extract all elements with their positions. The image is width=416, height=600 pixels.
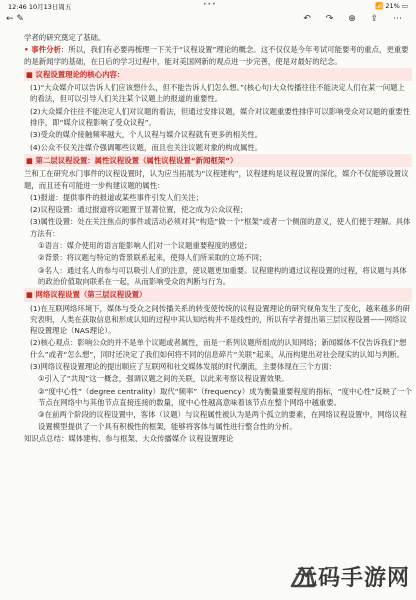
section-heading-text: ■ 网络议程设置（第三层议程设置） xyxy=(26,290,147,300)
list-item: (3)网络议程设置理论的提出顺应了互联网和社交媒体发展的时代潮流，主要体现在三个方面： xyxy=(30,362,337,372)
toolbar xyxy=(0,12,416,28)
status-bar xyxy=(0,0,416,12)
section-heading-text: ■ 第二层议程设置：属性议程设置（属性议程设置“新闻框架”） xyxy=(26,155,238,165)
sub-item: ②“度中心性”（degree centrality）取代“频率”（frequency）成为衡量重要程度的指标，“度中心性”反映了一个节点在网络中与其他节点直接连接的数量，度中心性越高意味着该节点在整个网络中越重要。 xyxy=(38,386,412,407)
paragraph: 学者的研究奠定了基础。 xyxy=(24,33,106,42)
sub-item: ③在前两个阶段的议程设置中，客体（议题）与议程属性被认为是两个孤立的要素，在网络议程设置中，网络议程设置模型提供了一个具有积极性的框架，能够将客体与属性进行整合性的分析。 xyxy=(38,410,407,431)
sub-item: ②背景：将议题与特定的背景联系起来，使得人们所采取的立场不同； xyxy=(38,253,267,263)
list-item: (3)属性设置：处在关注焦点的事件或活动必须对其“构造”做一个“框架”或者一个侧面的意义，使人们便于理解。具体方法有： xyxy=(30,217,411,238)
toolbar-actions-icons[interactable]: ↶ ↷ ⊕ ⇪ ⋯ xyxy=(303,14,408,24)
document-body[interactable] xyxy=(24,32,412,600)
bullet-paragraph xyxy=(24,44,412,67)
paragraph: 知识点总结：媒体建构、参与框架、大众传播媒介 议程设置理论 xyxy=(24,433,234,443)
status-battery: 📶 21% ▭ xyxy=(375,2,408,10)
back-and-edit-icons[interactable]: ← ✎ xyxy=(6,14,24,24)
watermark xyxy=(290,556,410,596)
bullet-text: ：所以，我们有必要再梳理一下关于“议程设置”理论的概念。这不仅仅是今年考试可能要考的重点，更重要的是新闻学的基础，在日后的学习过程中，能对美国网新的观点进一步完善，使是对最好的纪念。 xyxy=(24,45,409,66)
sub-item: ①语言：媒介使用的语言能影响人们对一个议题重要程度的感觉； xyxy=(38,241,252,251)
section-heading xyxy=(24,154,412,167)
list-item: (1)报道：提供事件的报道或某些事件引发人们关注； xyxy=(30,192,204,202)
list-item: (2)核心观点：影响公众的并不是单个议题或者属性，而是一系列议题所组成的认知网络；新闻媒体不仅告诉我们“想什么”或者“怎么想”，同时还决定了我们如何将不同的信息碎片“关联”起来，从而构建出对社会现实的认知与判断。 xyxy=(30,338,407,359)
list-item: (2)议程设置：通过报道将议题置于显著位置，使之成为公众议程； xyxy=(30,205,248,215)
list-item: (4)公众不仅关注媒介强调哪些议题，而且也关注议题对象的构成属性。 xyxy=(30,142,263,152)
section-heading xyxy=(24,68,412,81)
list-item: (1)在互联网络环境下，媒体与受众之间传播关系的转变使传统的议程设置理论的研究视角发生了变化，越来越多的研究表明，人类在获取信息和形成认知的过程中其认知结构并不是线性的，所以有学者提出第三层议程设置——网络议程设置理论（NAS理论）。 xyxy=(30,303,411,336)
section-heading-text: ■ 议程设置理论的核心内容： xyxy=(26,69,125,79)
list-item: (2)大众媒介往往不能决定人们对议题的看法，但通过安排议题，媒介对议题重要性排序可以影响受众对议题的重要性排序，即“媒介议程影响了受众议程”。 xyxy=(30,106,411,128)
bullet-lead: • 事件分析 xyxy=(24,45,61,55)
watermark-brand: 元码手游网 xyxy=(294,566,410,591)
sub-item: ③名人：通过名人的参与可以吸引人们的注意，使议题更加重要。议程建构的通过议程设置的过程，将议题与具体的政治价值取向联系在一起，从而影响受众的判断与行为。 xyxy=(38,265,407,286)
sub-item: ①引入了“共现”这一概念，强调议题之间的关联，以此来考察议程设置效果。 xyxy=(38,374,289,384)
multitask-dots[interactable]: ••• xyxy=(203,1,217,8)
paragraph: 兰和工在研究水门事件的议程设置时，认为应当拓展为“议程建构”，议程建构是议程设置的深化，媒介不仅能够设置议题，而且还有可能进一步构建议题的属性： xyxy=(24,169,409,190)
list-item: (1)“大众媒介可以告诉人们应该想什么，但不能告诉人们怎么想。”(核心句)大众传播往往不能决定人们在某一问题上的看法，但可以引导人们关注某个议题上的报道的重要性。 xyxy=(30,83,405,104)
status-time: 12:46 10月13日周五 xyxy=(8,3,72,11)
list-item: (3)受众的媒介接触频率越大，个人议程与媒介议程就有更多的相关性。 xyxy=(30,130,263,140)
section-heading xyxy=(24,288,412,301)
